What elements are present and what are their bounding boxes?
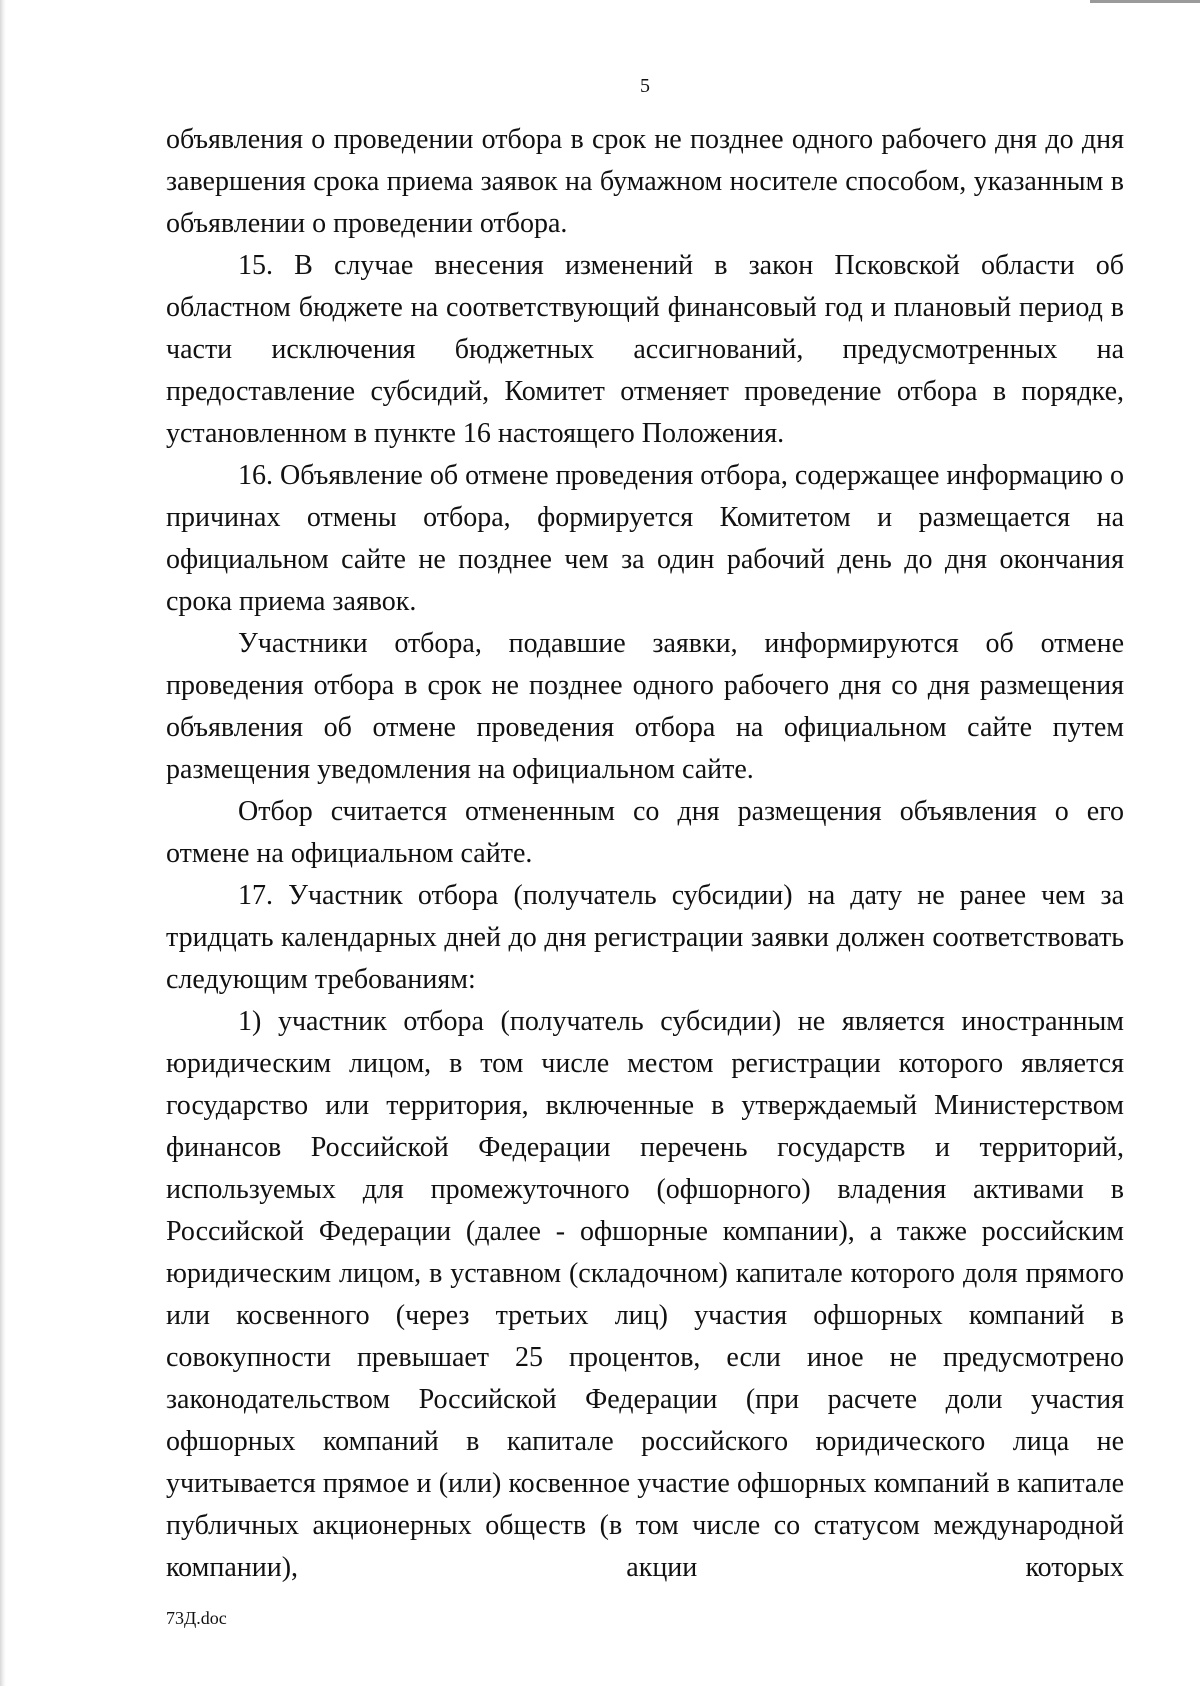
paragraph-continuation: объявления о проведении отбора в срок не позднее одного рабочего дня до дня завершения срока приема заявок на бумажном носителе способом, указанным в объявлении о проведении отбора. <box>166 124 1124 239</box>
footer-filename: 73Д.doc <box>166 1608 227 1628</box>
paragraph-item-15: 15. В случае внесения изменений в закон Псковской области об областном бюджете на соответствующий финансовый год и плановый период в части исключения бюджетных ассигнований, предусмотренных на предоставление субсидий, Комитет отменяет проведение отбора в порядке, установленном в пункте 16 настоящего Положения. <box>166 250 1124 449</box>
document-body <box>166 119 1124 1589</box>
paragraph-item-17: 17. Участник отбора (получатель субсидии) на дату не ранее чем за тридцать календарных дней до дня регистрации заявки должен соответствовать следующим требованиям: <box>166 880 1124 995</box>
paragraph-selection-cancelled: Отбор считается отмененным со дня размещения объявления о его отмене на официальном сайте. <box>166 796 1124 869</box>
scan-edge-left <box>0 0 6 1686</box>
paragraph-item-16: 16. Объявление об отмене проведения отбора, содержащее информацию о причинах отмены отбора, формируется Комитетом и размещается на официальном сайте не позднее чем за один рабочий день до дня окончания срока приема заявок. <box>166 460 1124 617</box>
paragraph-requirement-1: 1) участник отбора (получатель субсидии) не является иностранным юридическим лицом, в том числе местом регистрации которого является государство или территория, включенные в утверждаемый Министерством финансов Российской Федерации перечень государств и территорий, используемых для промежуточного (офшорного) владения активами в Российской Федерации (далее - офшорные компании), а также российским юридическим лицом, в уставном (складочном) капитале которого доля прямого или косвенного (через третьих лиц) участия офшорных компаний в совокупности превышает 25 процентов, если иное не предусмотрено законодательством Российской Федерации (при расчете доли участия офшорных компаний в капитале российского юридического лица не учитывается прямое и (или) косвенное участие офшорных компаний в капитале публичных акционерных обществ (в том числе со статусом международной компании), акции которых <box>166 1006 1124 1583</box>
page-number: 5 <box>640 75 650 97</box>
paragraph-participants-notified: Участники отбора, подавшие заявки, информируются об отмене проведения отбора в срок не позднее одного рабочего дня со дня размещения объявления об отмене проведения отбора на официальном сайте путем размещения уведомления на официальном сайте. <box>166 628 1124 785</box>
scan-edge-top <box>1090 0 1200 3</box>
